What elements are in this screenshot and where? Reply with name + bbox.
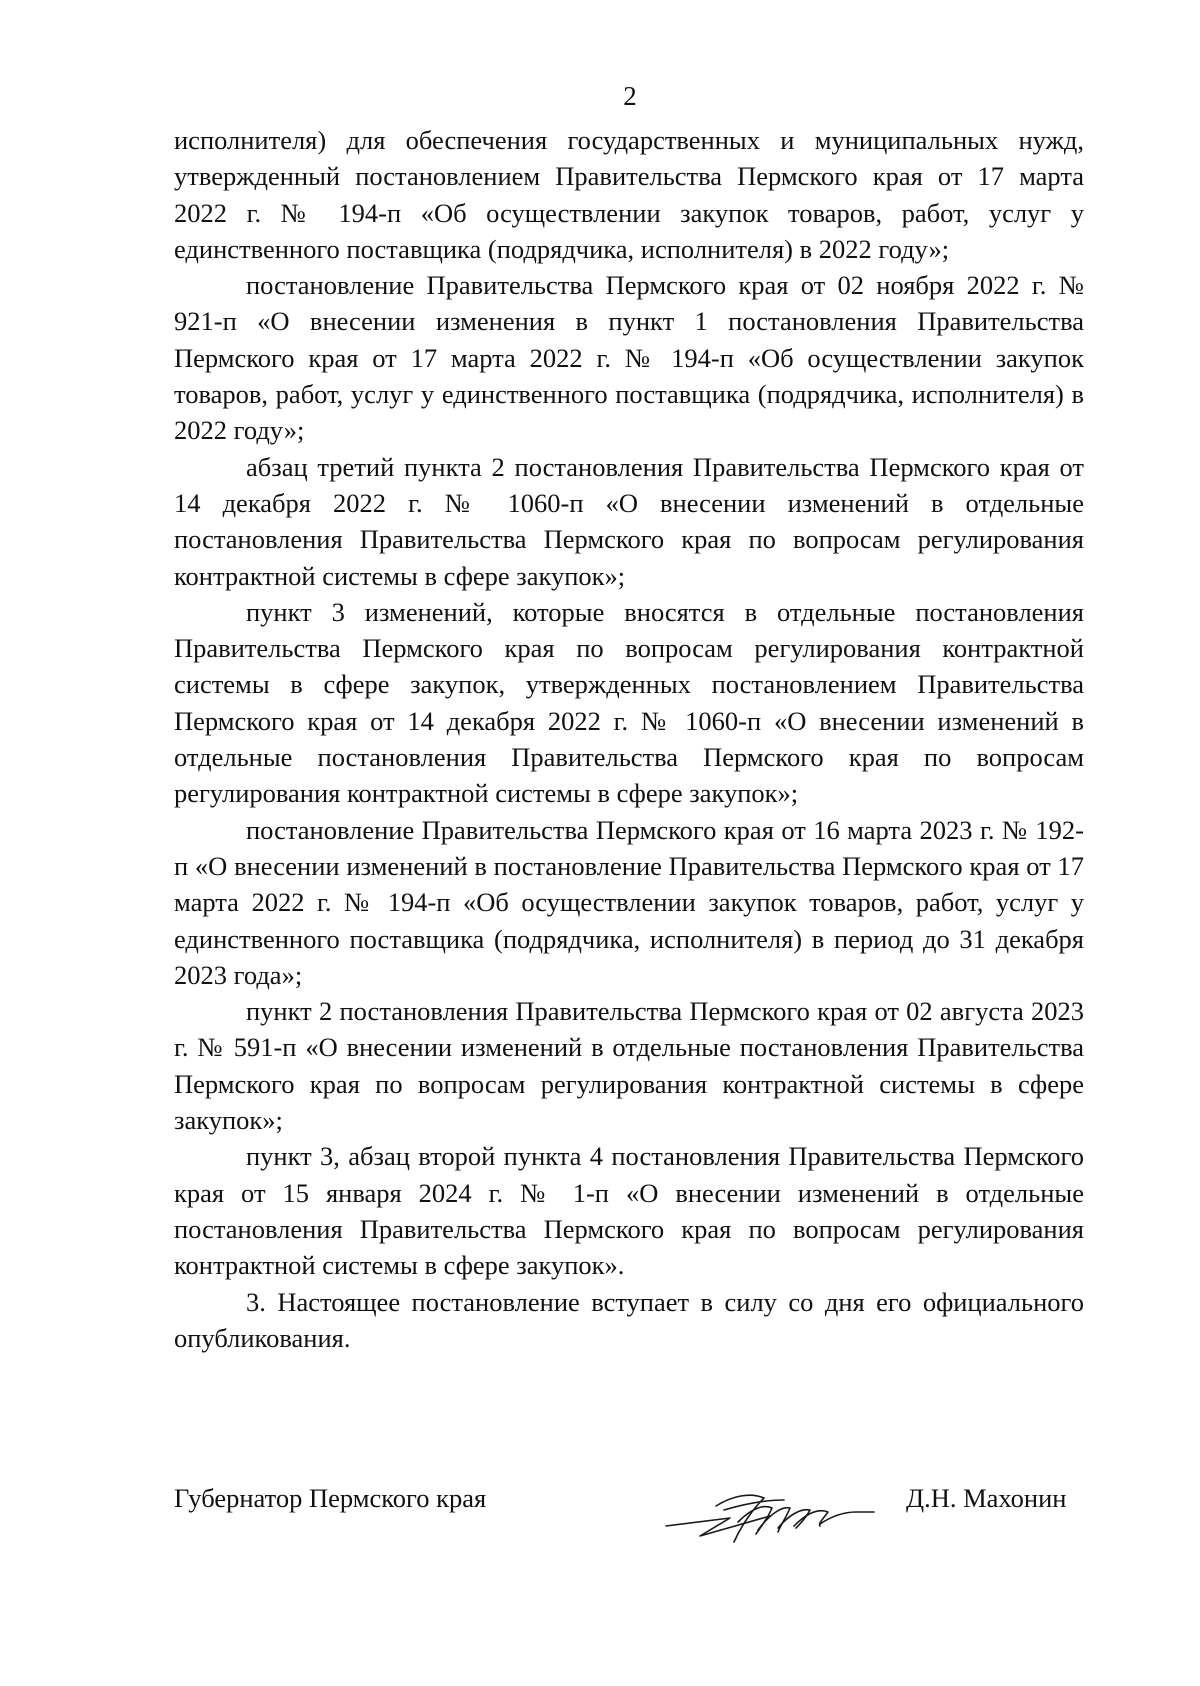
paragraph-item: постановление Правительства Пермского края от 02 ноября 2022 г. № 921-п «О внесении изменения в пункт 1 постановления Правительства Пермского края от 17 марта 2022 г. № 194-п «Об осуществлении закупок товаров, работ, услуг у единственного поставщика (подрядчика, исполнителя) в 2022 году»; (174, 270, 1084, 446)
page-number: 2 (623, 81, 637, 111)
document-body (174, 122, 1084, 1356)
paragraph-item: абзац третий пункта 2 постановления Правительства Пермского края от 14 декабря 2022 г. № 1060-п «О внесении изменений в отдельные постановления Правительства Пермского края по вопросам регулирования контрактной системы в сфере закупок»; (174, 451, 1084, 591)
handwritten-signature (660, 1478, 880, 1552)
paragraph-item: постановление Правительства Пермского края от 16 марта 2023 г. № 192-п «О внесении изменений в постановление Правительства Пермского края от 17 марта 2022 г. № 194-п «Об осуществлении закупок товаров, работ, услуг у единственного поставщика (подрядчика, исполнителя) в период до 31 декабря 2023 года»; (174, 814, 1084, 990)
paragraph-item: пункт 2 постановления Правительства Пермского края от 02 августа 2023 г. № 591-п «О внесении изменений в отдельные постановления Правительства Пермского края по вопросам регулирования контрактной системы в сфере закупок»; (174, 996, 1084, 1136)
paragraph-item: пункт 3, абзац второй пункта 4 постановления Правительства Пермского края от 15 января 2024 г. № 1-п «О внесении изменений в отдельные постановления Правительства Пермского края по вопросам регулирования контрактной системы в сфере закупок». (174, 1141, 1084, 1281)
paragraph-continuation: исполнителя) для обеспечения государственных и муниципальных нужд, утвержденный постановлением Правительства Пермского края от 17 марта 2022 г. № 194-п «Об осуществлении закупок товаров, работ, услуг у единственного поставщика (подрядчика, исполнителя) в 2022 году»; (174, 125, 1084, 264)
signatory-title: Губернатор Пермского края (174, 1483, 487, 1513)
paragraph-item: пункт 3 изменений, которые вносятся в отдельные постановления Правительства Пермского края по вопросам регулирования контрактной системы в сфере закупок, утвержденных постановлением Правительства Пермского края от 14 декабря 2022 г. № 1060-п «О внесении изменений в отдельные постановления Правительства Пермского края по вопросам регулирования контрактной системы в сфере закупок»; (174, 596, 1084, 809)
paragraph-effective-date: 3. Настоящее постановление вступает в силу со дня его официального опубликования. (174, 1286, 1084, 1353)
signatory-name: Д.Н. Махонин (906, 1483, 1067, 1513)
